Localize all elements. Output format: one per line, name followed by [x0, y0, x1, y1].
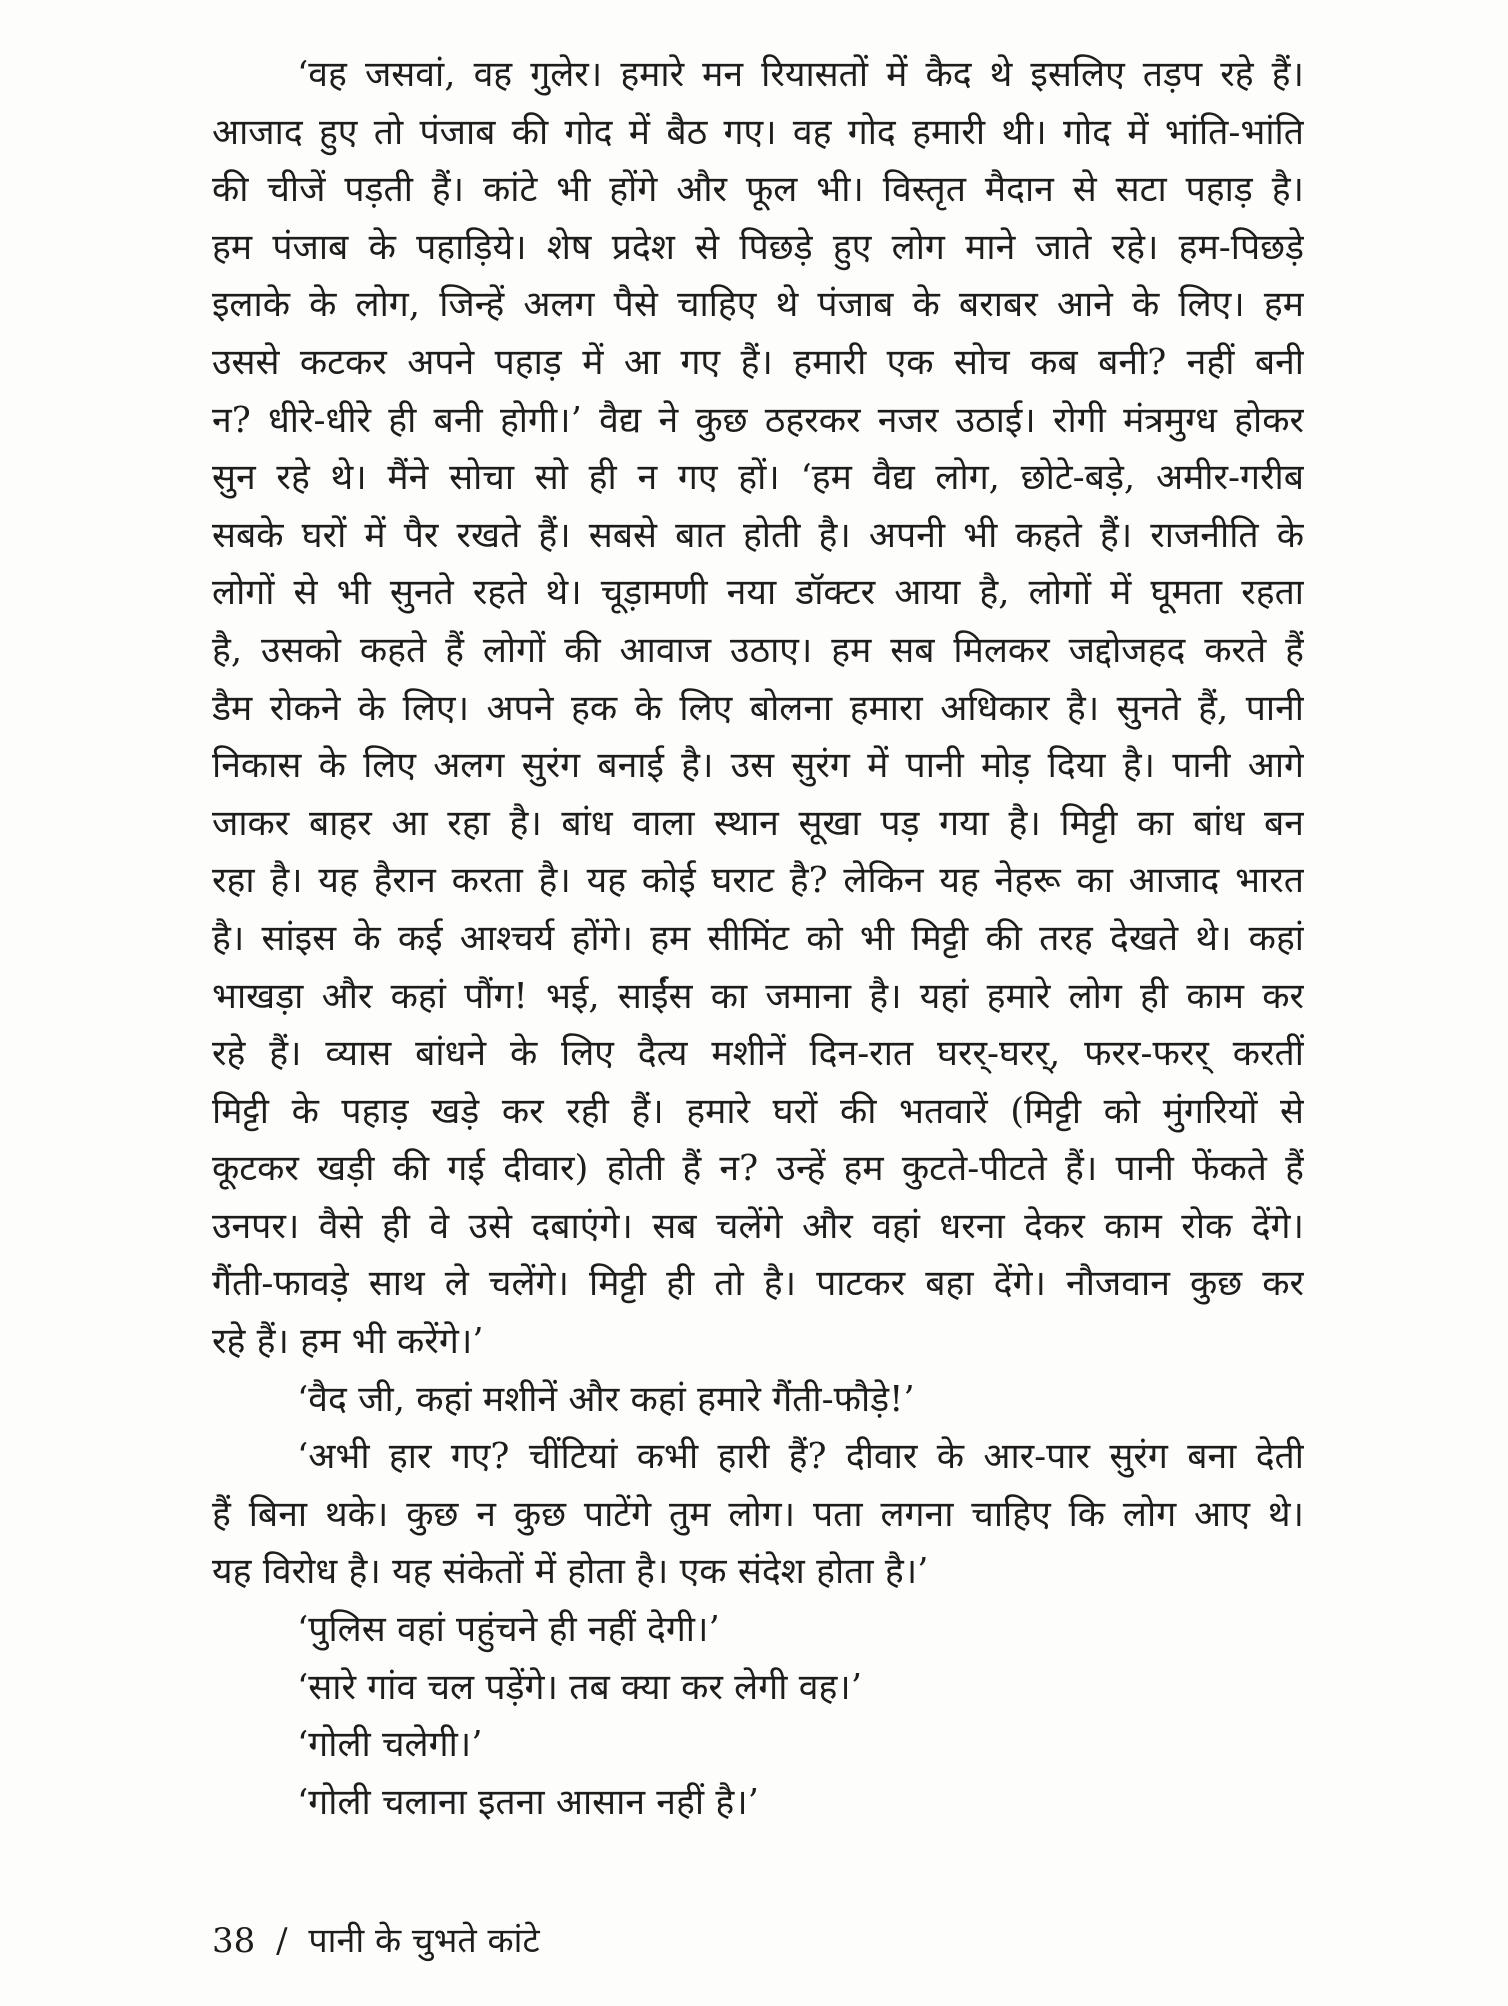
text-line: डैम रोकने के लिए। अपने हक के लिए बोलना हमारा अधिकार है। सुनते हैं, पानी — [212, 687, 1304, 729]
text-line: हम पंजाब के पहाड़िये। शेष प्रदेश से पिछड़े हुए लोग माने जाते रहे। हम-पिछड़े — [212, 226, 1304, 268]
body-text — [212, 46, 1304, 1831]
text-line: सुन रहे थे। मैंने सोचा सो ही न गए हों। ‘हम वैद्य लोग, छोटे-बड़े, अमीर-गरीब — [212, 457, 1304, 499]
dialogue-line: ‘अभी हार गए? चींटियां कभी हारी हैं? दीवार के आर-पार सुरंग बना देती — [297, 1436, 1304, 1478]
text-line: हैं बिना थके। कुछ न कुछ पाटेंगे तुम लोग। पता लगना चाहिए कि लोग आए थे। — [212, 1493, 1304, 1535]
text-line: कूटकर खड़ी की गई दीवार) होती हैं न? उन्हें हम कुटते-पीटते हैं। पानी फेंकते हैं — [212, 1148, 1304, 1190]
text-line: रहा है। यह हैरान करता है। यह कोई घराट है? लेकिन यह नेहरू का आजाद भारत — [212, 860, 1304, 902]
text-line: आजाद हुए तो पंजाब की गोद में बैठ गए। वह गोद हमारी थी। गोद में भांति-भांति — [212, 111, 1304, 153]
text-line: इलाके के लोग, जिन्हें अलग पैसे चाहिए थे पंजाब के बराबर आने के लिए। हम — [212, 284, 1304, 326]
text-line: जाकर बाहर आ रहा है। बांध वाला स्थान सूखा पड़ गया है। मिट्टी का बांध बन — [212, 802, 1304, 844]
text-line: यह विरोध है। यह संकेतों में होता है। एक संदेश होता है।’ — [212, 1551, 929, 1593]
dialogue-line: ‘गोली चलेगी।’ — [297, 1724, 483, 1766]
page-number: 38 — [212, 1921, 256, 1961]
text-line: रहे हैं। व्यास बांधने के लिए दैत्य मशीनें दिन-रात घरर्-घरर्, फरर-फरर् करतीं — [212, 1033, 1304, 1075]
text-line: मिट्टी के पहाड़ खड़े कर रही हैं। हमारे घरों की भतवारें (मिट्टी को मुंगरियों से — [212, 1090, 1304, 1132]
text-line: भाखड़ा और कहां पौंग! भई, साईंस का जमाना है। यहां हमारे लोग ही काम कर — [212, 975, 1304, 1017]
dialogue-line: ‘सारे गांव चल पड़ेंगे। तब क्या कर लेगी वह।’ — [297, 1666, 863, 1708]
text-line: उनपर। वैसे ही वे उसे दबाएंगे। सब चलेंगे और वहां धरना देकर काम रोक देंगे। — [212, 1205, 1304, 1247]
book-title: पानी के चुभते कांटे — [308, 1921, 540, 1961]
text-line: है, उसको कहते हैं लोगों की आवाज उठाए। हम सब मिलकर जद्दोजहद करते हैं — [212, 629, 1304, 671]
page-footer — [212, 1916, 540, 1962]
text-line: की चीजें पड़ती हैं। कांटे भी होंगे और फूल भी। विस्तृत मैदान से सटा पहाड़ है। — [212, 169, 1304, 211]
text-line: लोगों से भी सुनते रहते थे। चूड़ामणी नया डॉक्टर आया है, लोगों में घूमता रहता — [212, 572, 1304, 614]
text-line: सबके घरों में पैर रखते हैं। सबसे बात होती है। अपनी भी कहते हैं। राजनीति के — [212, 514, 1304, 556]
dialogue-line: ‘वैद जी, कहां मशीनें और कहां हमारे गैंती-फौड़े!’ — [297, 1378, 915, 1420]
text-line: रहे हैं। हम भी करेंगे।’ — [212, 1321, 484, 1363]
text-line: गैंती-फावड़े साथ ले चलेंगे। मिट्टी ही तो है। पाटकर बहा देंगे। नौजवान कुछ कर — [212, 1263, 1304, 1305]
text-line: न? धीरे-धीरे ही बनी होगी।’ वैद्य ने कुछ ठहरकर नजर उठाई। रोगी मंत्रमुग्ध होकर — [212, 399, 1304, 441]
text-line: ‘वह जसवां, वह गुलेर। हमारे मन रियासतों में कैद थे इसलिए तड़प रहे हैं। — [297, 54, 1304, 95]
text-line: है। सांइस के कई आश्चर्य होंगे। हम सीमिंट को भी मिट्टी की तरह देखते थे। कहां — [212, 917, 1304, 959]
dialogue-line: ‘पुलिस वहां पहुंचने ही नहीं देगी।’ — [297, 1609, 720, 1651]
footer-separator: / — [276, 1921, 288, 1961]
text-line: निकास के लिए अलग सुरंग बनाई है। उस सुरंग में पानी मोड़ दिया है। पानी आगे — [212, 745, 1304, 787]
text-line: उससे कटकर अपने पहाड़ में आ गए हैं। हमारी एक सोच कब बनी? नहीं बनी — [212, 341, 1304, 383]
dialogue-line: ‘गोली चलाना इतना आसान नहीं है।’ — [297, 1781, 759, 1823]
